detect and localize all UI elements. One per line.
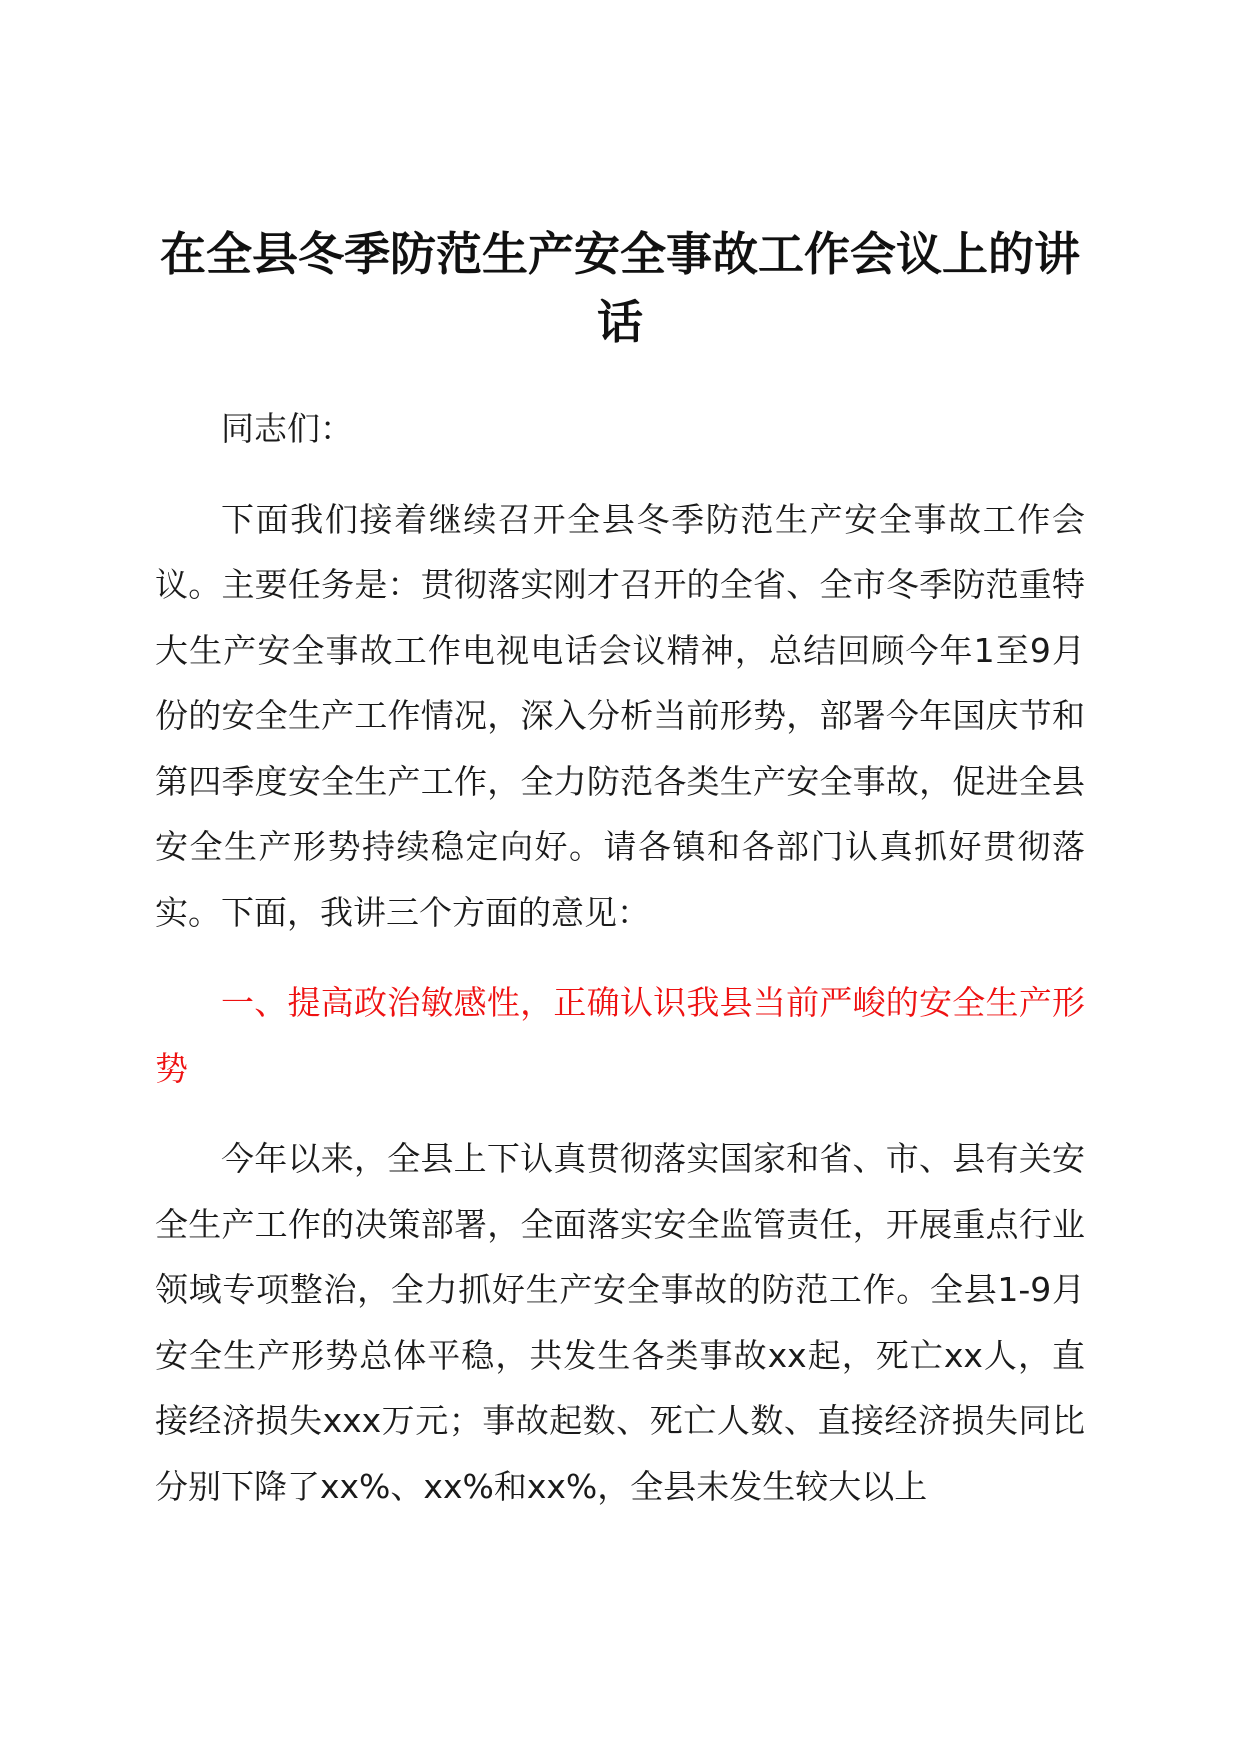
- section-heading: 一、提高政治敏感性，正确认识我县当前严峻的安全生产形势: [155, 983, 1085, 1088]
- document-page: [155, 220, 1085, 1544]
- salutation: 同志们：: [221, 409, 353, 448]
- document-title: 在全县冬季防范生产安全事故工作会议上的讲话: [160, 227, 1080, 349]
- section-paragraph: 今年以来，全县上下认真贯彻落实国家和省、市、县有关安全生产工作的决策部署，全面落实安全监管责任，开展重点行业领域专项整治，全力抓好生产安全事故的防范工作。全县1-9月安全生产形势总体平稳，共发生各类事故xx起，死亡xx人，直接经济损失xxx万元；事故起数、死亡人数、直接经济损失同比分别下降了xx%、xx%和xx%，全县未发生较大以上: [155, 1139, 1085, 1506]
- intro-paragraph: 下面我们接着继续召开全县冬季防范生产安全事故工作会议。主要任务是：贯彻落实刚才召开的全省、全市冬季防范重特大生产安全事故工作电视电话会议精神，总结回顾今年1至9月份的安全生产工作情况，深入分析当前形势，部署今年国庆节和第四季度安全生产工作，全力防范各类生产安全事故，促进全县安全生产形势持续稳定向好。请各镇和各部门认真抓好贯彻落实。下面，我讲三个方面的意见：: [155, 499, 1085, 932]
